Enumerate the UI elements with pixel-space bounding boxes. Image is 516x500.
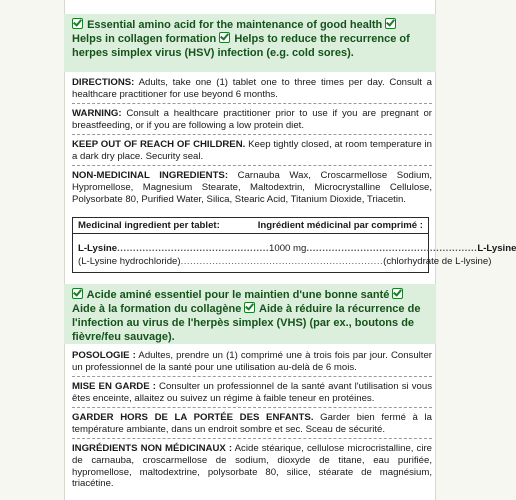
claim-text: Helps in collagen formation — [72, 33, 217, 45]
ingredient-amount: 1000 mg — [269, 243, 307, 254]
posologie-label: POSOLOGIE : — [72, 350, 136, 361]
warning-label: WARNING: — [72, 108, 122, 119]
non-medicinal-label: NON-MEDICINAL INGREDIENTS: — [72, 170, 229, 181]
claim-text: Aide à la formation du collagène — [72, 303, 242, 315]
ingredients-non-medicinaux-section — [72, 443, 432, 490]
directions-section — [72, 77, 432, 101]
table-header — [73, 218, 428, 234]
non-medicinal-text: Carnauba Wax, Croscarmellose Sodium, Hypromellose, Magnesium Stearate, Maltodextrin, Microcrystalline Cellulose, Polysorbate 80, Purified Water, Silica, Stearic Acid, Titanium Dioxide, Triacetin. — [72, 170, 432, 205]
check-icon — [72, 18, 83, 29]
ingredient-name-fr: L-Lysine — [477, 243, 516, 254]
claim-text: Essential amino acid for the maintenance of good health — [87, 19, 383, 31]
garder-section — [72, 412, 432, 436]
divider — [72, 438, 432, 439]
keep-out-text: Keep tightly closed, at room temperature in a dark dry place. Security seal. — [72, 139, 432, 162]
check-icon — [392, 288, 403, 299]
leader-dots: ................................................ — [117, 243, 270, 254]
posologie-text: Adultes, prendre un (1) comprimé une à trois fois par jour. Consulter un professionnel de la santé pour une utilisation au-delà de 6 mois. — [72, 350, 432, 373]
ingredient-source-en: (L-Lysine hydrochloride) — [78, 256, 181, 267]
garder-text: Garder bien fermé à la température ambiante, dans un endroit sombre et sec. Sceau de sécurité. — [72, 412, 432, 435]
directions-label: DIRECTIONS: — [72, 77, 135, 88]
check-icon — [385, 18, 396, 29]
ingredients-non-medicinaux-text: Acide stéarique, cellulose microcristalline, cire de carnauba, croscarmellose de sodium, dioxyde de titane, eau purifiée, hypromellose, maltodextrine, polysorbate 80, silice, stéarate de magnésium, triacétine. — [72, 443, 433, 490]
divider — [72, 407, 432, 408]
divider — [72, 103, 432, 104]
non-medicinal-section — [72, 170, 432, 205]
table-header-fr: Ingrédient médicinal par comprimé : — [257, 220, 423, 231]
check-icon — [219, 32, 230, 43]
warning-text: Consult a healthcare practitioner prior to use if you are pregnant or breastfeeding, or if you are following a low protein diet. — [72, 108, 432, 131]
leader-dots: ................................................................ — [180, 256, 384, 267]
ingredient-name-en: L-Lysine — [78, 243, 118, 254]
leader-dots: ...................................................... — [306, 243, 478, 254]
keep-out-label: KEEP OUT OF REACH OF CHILDREN. — [72, 139, 246, 150]
posologie-section — [72, 350, 432, 374]
ingredient-source-fr: (chlorhydrate de L-lysine) — [383, 256, 492, 267]
divider — [72, 134, 432, 135]
table-row — [73, 255, 492, 268]
medicinal-ingredient-table — [72, 217, 516, 273]
check-icon — [244, 302, 255, 313]
ingredients-non-medicinaux-label: INGRÉDIENTS NON MÉDICINAUX : — [72, 443, 233, 454]
table-header-en: Medicinal ingredient per tablet: — [78, 220, 220, 231]
claim-text: Aide à réduire la récurrence de l'infection au virus de l'herpès simplex (VHS) (par ex., boutons de fièvre/feu sauvage). — [72, 303, 421, 343]
check-icon — [72, 288, 83, 299]
mise-en-garde-section — [72, 381, 432, 405]
mise-en-garde-text: Consulter un professionnel de la santé avant l'utilisation si vous êtes enceinte, allaitez ou suivez un régime à faible teneur en protéines. — [72, 381, 432, 404]
claim-text: Helps to reduce the recurrence of herpes simplex virus (HSV) infection (e.g. cold sores). — [72, 33, 410, 59]
keep-out-section — [72, 139, 432, 163]
garder-label: GARDER HORS DE LA PORTÉE DES ENFANTS. — [72, 412, 314, 423]
claim-text: Acide aminé essentiel pour le maintien d'une bonne santé — [86, 289, 390, 301]
french-claims-box — [64, 284, 436, 344]
directions-text: Adults, take one (1) tablet one to three times per day. Consult a healthcare practitioner for use beyond 6 months. — [72, 77, 432, 100]
table-row — [73, 242, 516, 255]
mise-en-garde-label: MISE EN GARDE : — [72, 381, 156, 392]
english-claims-box — [64, 14, 436, 72]
divider — [72, 165, 432, 166]
divider — [72, 376, 432, 377]
warning-section — [72, 108, 432, 132]
